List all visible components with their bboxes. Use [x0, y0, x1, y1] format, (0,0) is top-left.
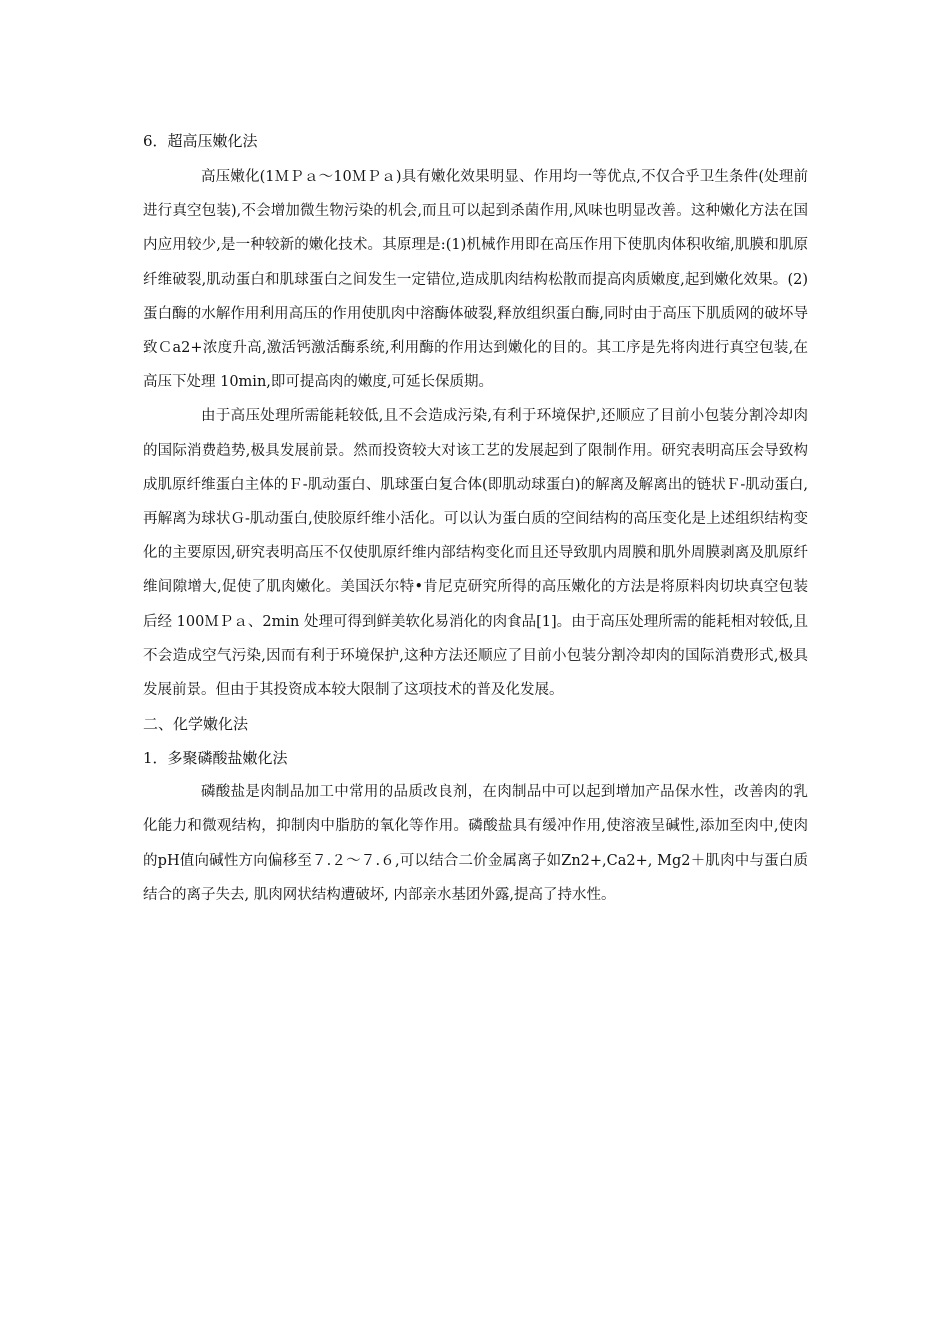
section-heading-chemical-tenderizing: 二、化学嫩化法	[143, 715, 249, 734]
paragraph-superhigh-pressure-principle: 高压嫩化(1ＭＰａ～10ＭＰａ)具有嫩化效果明显、作用均一等优点,不仅合乎卫生条件(处理前进行真空包装),不会增加微生物污染的机会,而且可以起到杀菌作用,风味也明显改善。这种嫩化方法在国内应用较少,是一种较新的嫩化技术。其原理是:(1)机械作用即在高压作用下使肌肉体积收缩,肌膜和肌原纤维破裂,肌动蛋白和肌球蛋白之间发生一定错位,造成肌肉结构松散而提高肉质嫩度,起到嫩化效果。(2)蛋白酶的水解作用利用高压的作用使肌肉中溶酶体破裂,释放组织蛋白酶,同时由于高压下肌质网的破坏导致Ｃa2+浓度升高,激活钙激活酶系统,利用酶的作用达到嫩化的目的。其工序是先将肉进行真空包装,在高压下处理 10min,即可提高肉的嫩度,可延长保质期。	[143, 169, 808, 391]
section-heading-superhigh-pressure: 6．超高压嫩化法	[143, 132, 258, 150]
paragraph-superhigh-pressure-prospects: 由于高压处理所需能耗较低,且不会造成污染,有利于环境保护,还顺应了目前小包装分割冷却肉的国际消费趋势,极具发展前景。然而投资较大对该工艺的发展起到了限制作用。研究表明高压会导致构成肌原纤维蛋白主体的Ｆ-肌动蛋白、肌球蛋白复合体(即肌动球蛋白)的解离及解离出的链状Ｆ-肌动蛋白,再解离为球状Ｇ-肌动蛋白,使胶原纤维小活化。可以认为蛋白质的空间结构的高压变化是上述组织结构变化的主要原因,研究表明高压不仅使肌原纤维内部结构变化而且还导致肌内周膜和肌外周膜剥离及肌原纤维间隙增大,促使了肌肉嫩化。美国沃尔特•肯尼克研究所得的高压嫩化的方法是将原料肉切块真空包装后经 100ＭＰａ、2min 处理可得到鲜美软化易消化的肉食品[1]。由于高压处理所需的能耗相对较低,且不会造成空气污染,因而有利于环境保护,这种方法还顺应了目前小包装分割冷却肉的国际消费形式,极具发展前景。但由于其投资成本较大限制了这项技术的普及化发展。	[143, 408, 808, 699]
section-heading-polyphosphate: 1．多聚磷酸盐嫩化法	[143, 749, 288, 768]
document-page	[143, 124, 808, 912]
paragraph-polyphosphate: 磷酸盐是肉制品加工中常用的品质改良剂，在肉制品中可以起到增加产品保水性，改善肉的乳化能力和微观结构，抑制肉中脂肪的氧化等作用。磷酸盐具有缓冲作用,使溶液呈碱性,添加至肉中,使肉的pH值向碱性方向偏移至７.２～７.６,可以结合二价金属离子如Zn2+,Ca2+, Mg2＋肌肉中与蛋白质结合的离子失去, 肌肉网状结构遭破坏, 内部亲水基团外露,提高了持水性。	[143, 784, 808, 903]
